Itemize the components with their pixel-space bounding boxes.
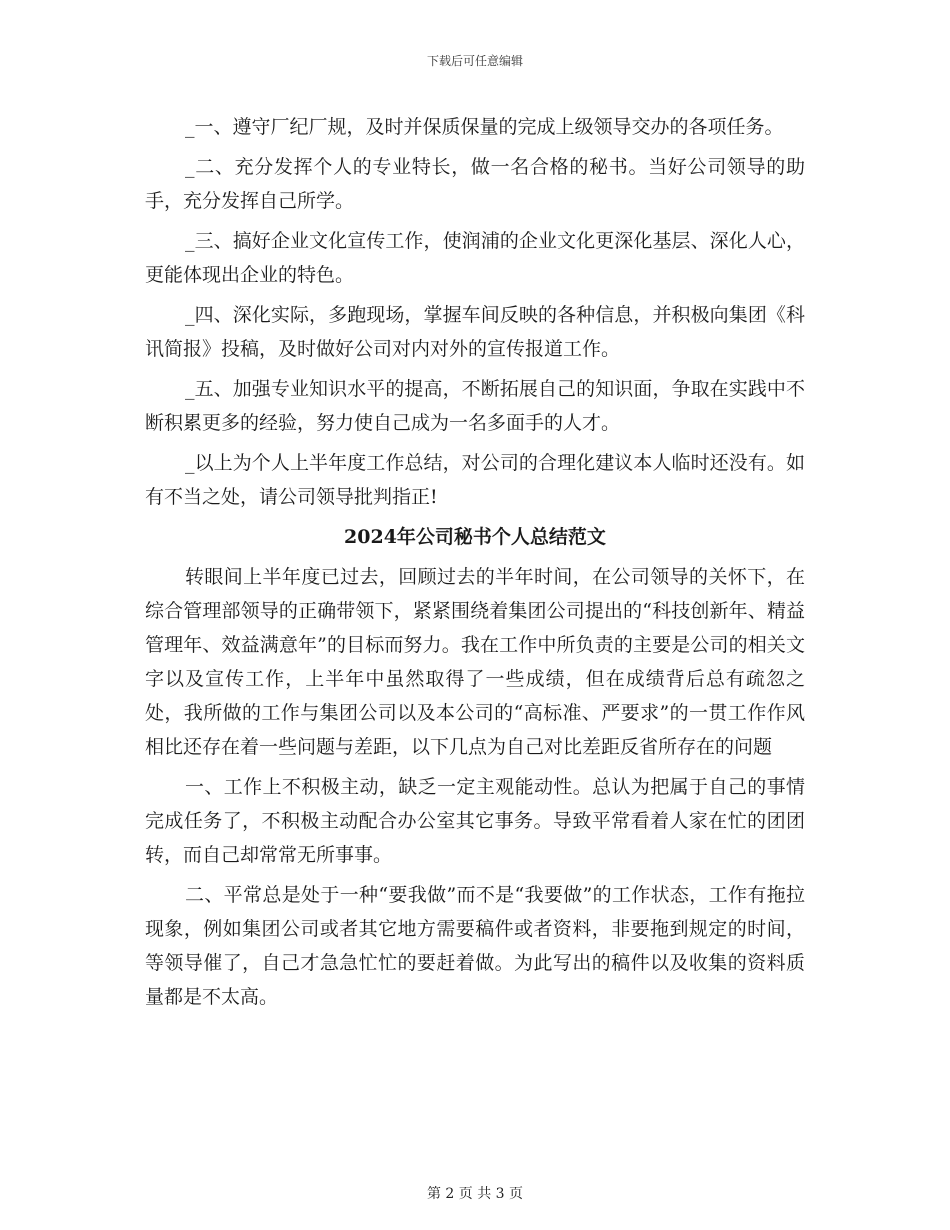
paragraph-2: _二、充分发挥个人的专业特长，做一名合格的秘书。当好公司领导的助手，充分发挥自己所学。 <box>145 156 805 212</box>
paragraph-9: 二、平常总是处于一种“要我做”而不是“我要做”的工作状态，工作有拖拉现象，例如集团公司或者其它地方需要稿件或者资料，非要拖到规定的时间，等领导催了，自己才急急忙忙的要赶着做。为此写出的稿件以及收集的资料质量都是不太高。 <box>145 884 805 1008</box>
page-footer: 第 2 页 共 3 页 <box>426 1186 524 1202</box>
document-body <box>145 110 805 1020</box>
paragraph-1: _一、遵守厂纪厂规，及时并保质保量的完成上级领导交办的各项任务。 <box>185 116 784 138</box>
page-header: 下载后可任意编辑 <box>426 54 523 68</box>
paragraph-8: 一、工作上不积极主动，缺乏一定主观能动性。总认为把属于自己的事情完成任务了，不积极主动配合办公室其它事务。导致平常看着人家在忙的团团转，而自己却常常无所事事。 <box>145 776 805 866</box>
section-title: 2024年公司秘书个人总结范文 <box>344 526 606 548</box>
paragraph-5: _五、加强专业知识水平的提高，不断拓展自己的知识面，争取在实践中不断积累更多的经验，努力使自己成为一名多面手的人才。 <box>145 378 805 434</box>
paragraph-4: _四、深化实际，多跑现场，掌握车间反映的各种信息，并积极向集团《科讯简报》投稿，及时做好公司对内对外的宣传报道工作。 <box>145 304 805 360</box>
paragraph-7: 转眼间上半年度已过去，回顾过去的半年时间，在公司领导的关怀下，在综合管理部领导的正确带领下，紧紧围绕着集团公司提出的“科技创新年、精益管理年、效益满意年”的目标而努力。我在工作中所负责的主要是公司的相关文字以及宣传工作，上半年中虽然取得了一些成绩，但在成绩背后总有疏忽之处，我所做的工作与集团公司以及本公司的“高标准、严要求”的一贯工作作风相比还存在着一些问题与差距，以下几点为自己对比差距反省所存在的问题 <box>145 566 805 758</box>
paragraph-3: _三、搞好企业文化宣传工作，使润浦的企业文化更深化基层、深化人心，更能体现出企业的特色。 <box>145 230 805 286</box>
paragraph-6: _以上为个人上半年度工作总结，对公司的合理化建议本人临时还没有。如有不当之处，请公司领导批判指正! <box>145 452 805 508</box>
